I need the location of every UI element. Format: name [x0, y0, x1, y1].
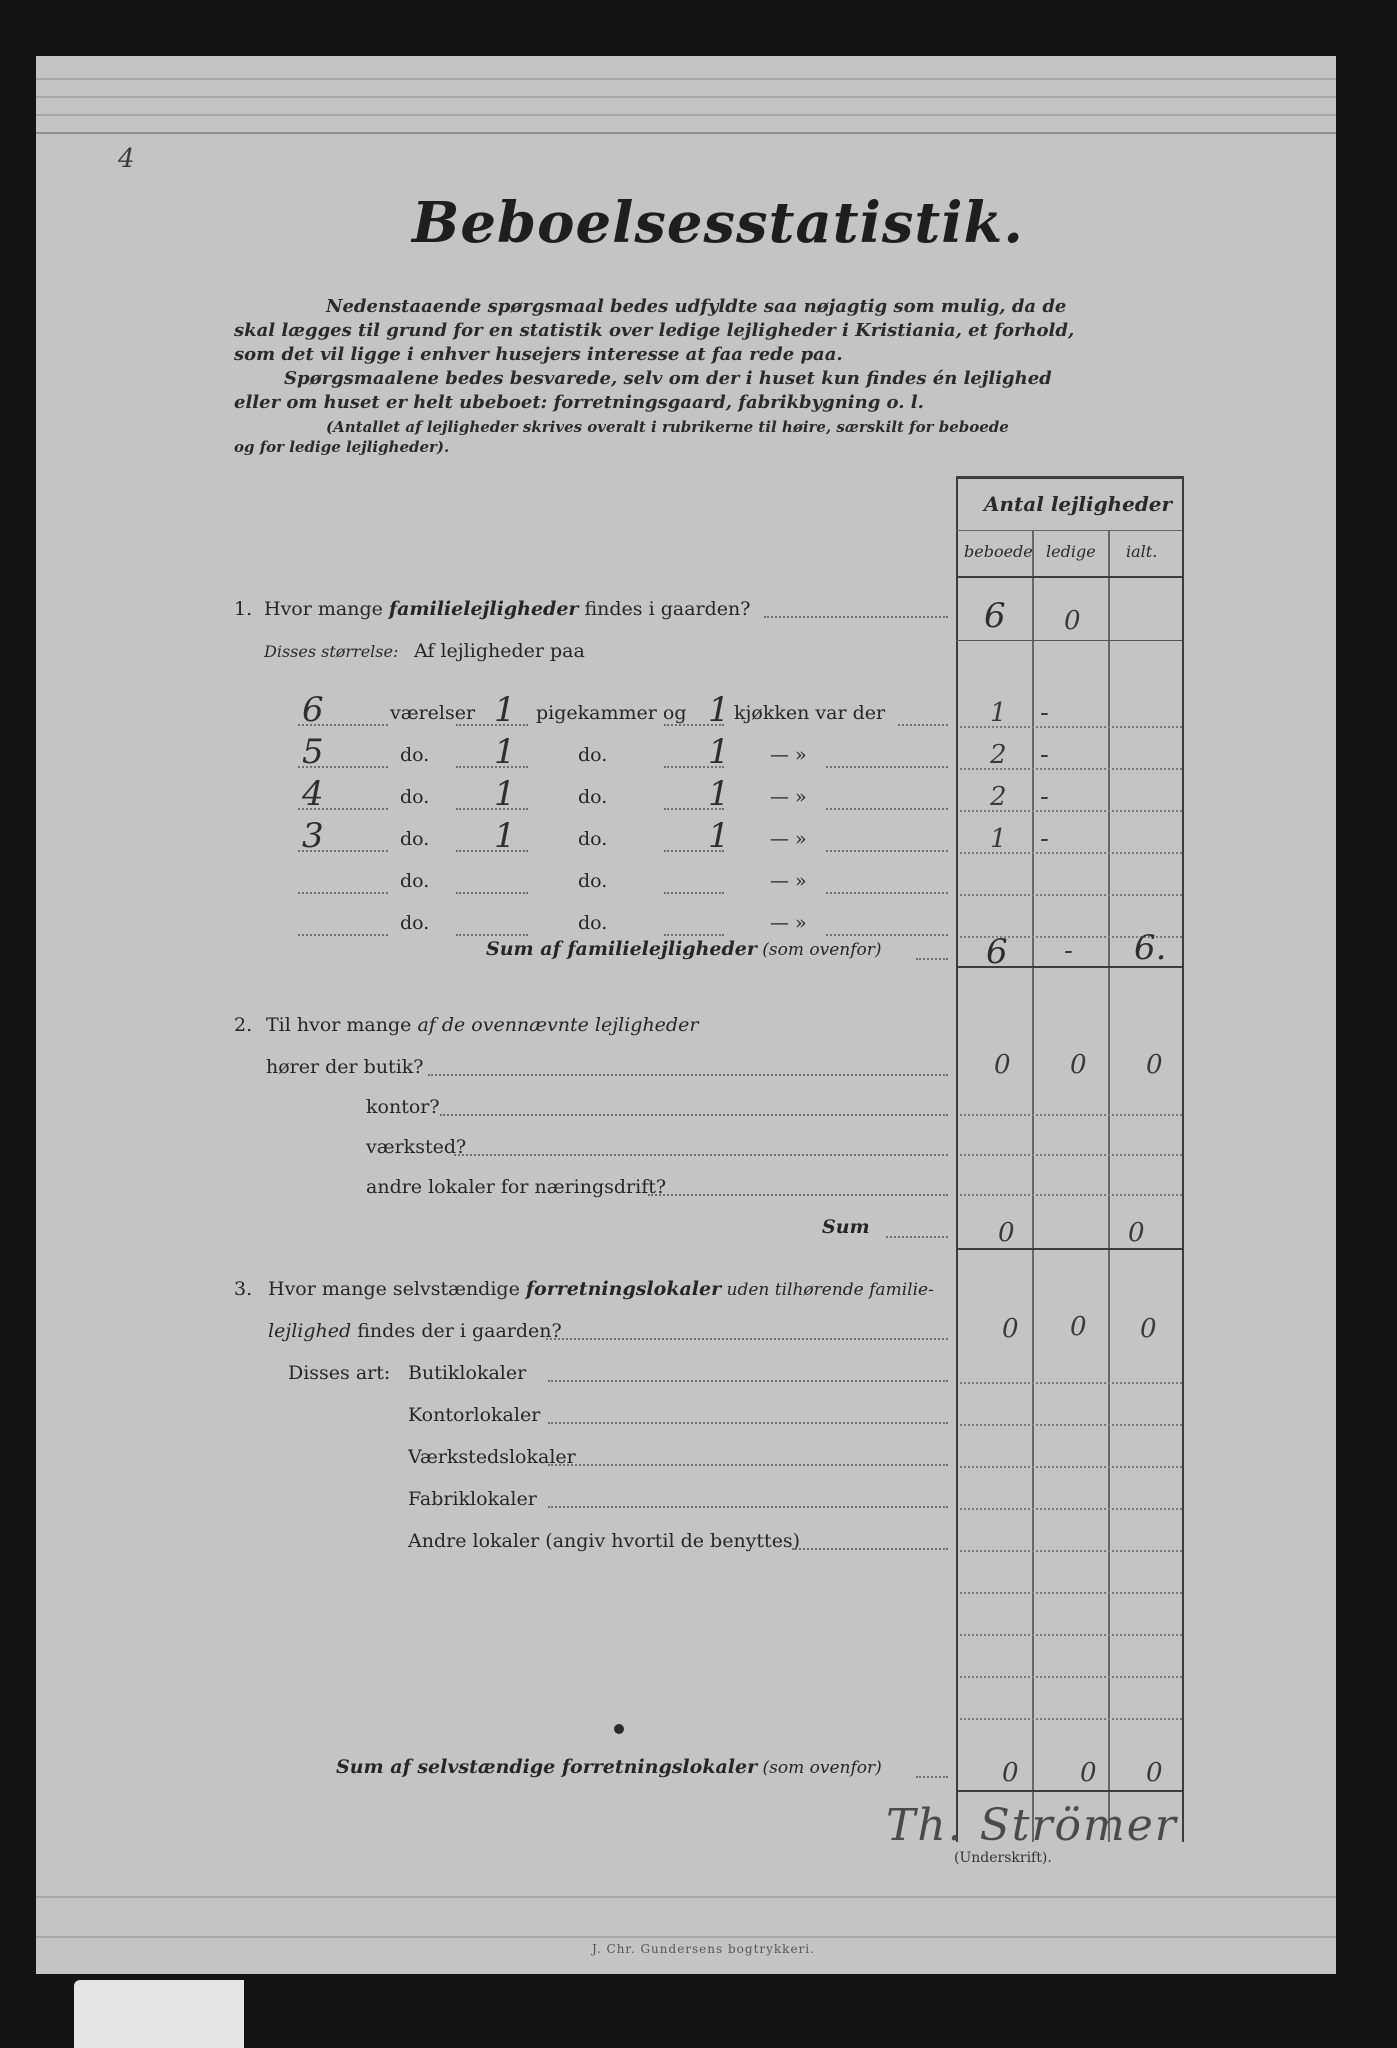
- signature[interactable]: Th. Strömer: [886, 1800, 1178, 1851]
- q1-sum-beboede[interactable]: 6: [986, 932, 1008, 972]
- row-pigekammer-label: do.: [578, 870, 608, 892]
- intro-line: som det vil ligge i enhver husejers interesse at faa rede paa.: [234, 344, 843, 365]
- leader-dots: [898, 724, 948, 726]
- q3-sum-label: [336, 1756, 882, 1778]
- row-ledige-value[interactable]: -: [1040, 782, 1049, 812]
- leader-dots: [456, 934, 528, 936]
- row-pigekammer-value[interactable]: 1: [494, 774, 516, 814]
- ruled-line: [36, 114, 1336, 116]
- row-kjokken-value[interactable]: 1: [708, 732, 730, 772]
- q1-question: [264, 598, 750, 620]
- row-kjokken-label: — »: [770, 786, 807, 808]
- ruled-line: [36, 1936, 1336, 1938]
- table-header-bottom-rule: [956, 576, 1182, 578]
- q2-sum-rule: [956, 1248, 1184, 1250]
- row-kjokken-label: — »: [770, 912, 807, 934]
- cell-dots: [960, 1114, 1182, 1116]
- col-header-beboede: beboede: [964, 542, 1033, 561]
- table-top-rule: [956, 476, 1182, 479]
- q3-type-label: Værkstedslokaler: [408, 1446, 576, 1468]
- q3-type-label: Kontorlokaler: [408, 1404, 541, 1426]
- leader-dots: [456, 808, 528, 810]
- leader-dots: [440, 1114, 948, 1116]
- leader-dots: [826, 808, 948, 810]
- leader-dots: [826, 766, 948, 768]
- intro-line: og for ledige lejligheder).: [234, 438, 450, 456]
- q3-type-label: Fabriklokaler: [408, 1488, 537, 1510]
- cell-dots: [960, 1592, 1182, 1594]
- leader-dots: [826, 934, 948, 936]
- q2-line-butik: hører der butik?: [266, 1056, 424, 1078]
- leader-dots: [548, 1506, 948, 1508]
- q2-sum-beboede[interactable]: 0: [998, 1218, 1015, 1248]
- row-beboede-value[interactable]: 2: [990, 782, 1007, 812]
- q1-sum-ledige[interactable]: -: [1064, 936, 1073, 966]
- q1-size-intro: Af lejligheder paa: [414, 640, 585, 662]
- q1-text-emph: familielejligheder: [388, 598, 579, 620]
- q2-line-vaerksted: værksted?: [366, 1136, 467, 1158]
- q3-sum-label-a: Sum af selvstændige forretningslokaler: [336, 1756, 758, 1778]
- row-pigekammer-label: pigekammer og: [536, 702, 687, 724]
- row-vaerelser-value[interactable]: 4: [302, 774, 324, 814]
- cell-dots: [960, 1508, 1182, 1510]
- q3-sum-ialt[interactable]: 0: [1146, 1758, 1163, 1788]
- leader-dots: [298, 934, 388, 936]
- row-vaerelser-label: do.: [400, 870, 430, 892]
- row-vaerelser-label: do.: [400, 912, 430, 934]
- row-kjokken-label: — »: [770, 870, 807, 892]
- cell-dots: [960, 1466, 1182, 1468]
- ruled-line: [36, 96, 1336, 98]
- row-ledige-value[interactable]: -: [1040, 740, 1049, 770]
- q3-type-label: Butiklokaler: [408, 1362, 527, 1384]
- leader-dots: [792, 1548, 948, 1550]
- row-beboede-value[interactable]: 1: [990, 698, 1007, 728]
- row-beboede-value[interactable]: 2: [990, 740, 1007, 770]
- row-pigekammer-value[interactable]: 1: [494, 690, 516, 730]
- intro-line: (Antallet af lejligheder skrives overalt i rubrikerne til høire, særskilt for beboede: [326, 418, 1009, 436]
- col-header-ialt: ialt.: [1126, 542, 1158, 561]
- q2-line-kontor: kontor?: [366, 1096, 440, 1118]
- q1-sum-ialt[interactable]: 6.: [1134, 928, 1167, 968]
- cell-dots: [960, 894, 1182, 896]
- q3-text: findes der i gaarden?: [351, 1320, 562, 1342]
- q3-art-label: Disses art:: [288, 1362, 391, 1384]
- q1-answer-beboede[interactable]: 6: [984, 596, 1006, 636]
- q3-sum-beboede[interactable]: 0: [1002, 1758, 1019, 1788]
- intro-line: eller om huset er helt ubeboet: forretningsgaard, fabrikbygning o. l.: [234, 392, 924, 413]
- cell-dots: [960, 1424, 1182, 1426]
- row-kjokken-value[interactable]: 1: [708, 816, 730, 856]
- q3-answer-ialt[interactable]: 0: [1140, 1314, 1157, 1344]
- cell-dots: [960, 1154, 1182, 1156]
- film-artifact: [74, 1980, 244, 2048]
- row-ledige-value[interactable]: -: [1040, 824, 1049, 854]
- printer-credit: J. Chr. Gundersens bogtrykkeri.: [592, 1942, 815, 1956]
- q1-sum-label-a: Sum af familielejligheder: [486, 938, 757, 960]
- cell-dots: [960, 1718, 1182, 1720]
- q3-text: Hvor mange selvstændige: [268, 1278, 526, 1300]
- q2-line-andre: andre lokaler for næringsdrift?: [366, 1176, 667, 1198]
- q3-type-label: Andre lokaler (angiv hvortil de benyttes): [408, 1530, 801, 1552]
- q1-text: findes i gaarden?: [578, 598, 751, 620]
- q1-sum-label: [486, 938, 882, 960]
- intro-line: Spørgsmaalene bedes besvarede, selv om der i huset kun findes én lejlighed: [284, 368, 1052, 389]
- row-pigekammer-value[interactable]: 1: [494, 732, 516, 772]
- row-vaerelser-label: værelser: [390, 702, 476, 724]
- leader-dots: [546, 1338, 948, 1340]
- row-vaerelser-label: do.: [400, 786, 430, 808]
- leader-dots: [886, 1236, 948, 1238]
- q1-answer-ledige[interactable]: 0: [1064, 606, 1081, 636]
- row-kjokken-value[interactable]: 1: [708, 774, 730, 814]
- q3-sum-ledige[interactable]: 0: [1080, 1758, 1097, 1788]
- leader-dots: [826, 892, 948, 894]
- q1-text: Hvor mange: [264, 598, 389, 620]
- ruled-line: [36, 78, 1336, 80]
- q3-question-line2: [268, 1320, 562, 1342]
- row-pigekammer-label: do.: [578, 912, 608, 934]
- row-pigekammer-value[interactable]: 1: [494, 816, 516, 856]
- leader-dots: [428, 1074, 948, 1076]
- q1-size-label: Disses størrelse:: [264, 642, 399, 661]
- q3-answer-beboede[interactable]: 0: [1002, 1314, 1019, 1344]
- leader-dots: [454, 1154, 948, 1156]
- row-pigekammer-label: do.: [578, 828, 608, 850]
- q1-number: 1.: [234, 598, 253, 620]
- col-header-ledige: ledige: [1046, 542, 1096, 561]
- row-kjokken-label: — »: [770, 744, 807, 766]
- q2-number: 2.: [234, 1014, 253, 1036]
- q3-sum-label-b: (som ovenfor): [757, 1758, 882, 1778]
- q3-text-emph: forretningslokaler: [525, 1278, 722, 1300]
- leader-dots: [548, 1422, 948, 1424]
- row-beboede-value[interactable]: 1: [990, 824, 1007, 854]
- row-ledige-value[interactable]: -: [1040, 698, 1049, 728]
- intro-line: skal lægges til grund for en statistik over ledige lejligheder i Kristiania, et forhold,: [234, 320, 1075, 341]
- table-header-rule: [956, 530, 1182, 531]
- cell-dots: [960, 726, 1182, 728]
- cell-dots: [960, 1382, 1182, 1384]
- row-vaerelser-label: do.: [400, 744, 430, 766]
- leader-dots: [648, 1194, 948, 1196]
- leader-dots: [664, 934, 724, 936]
- intro-line: Nedenstaaende spørgsmaal bedes udfyldte saa nøjagtig som mulig, da de: [326, 296, 1067, 317]
- table-line-left: [956, 476, 958, 1842]
- ink-dot: [614, 1724, 624, 1734]
- table-group-header: Antal lejligheder: [984, 492, 1173, 516]
- leader-dots: [548, 1464, 948, 1466]
- row-pigekammer-label: do.: [578, 744, 608, 766]
- corner-mark: 4: [118, 144, 135, 174]
- leader-dots: [916, 958, 948, 960]
- q2-sum-ialt[interactable]: 0: [1128, 1218, 1145, 1248]
- row-vaerelser-value[interactable]: 6: [302, 690, 324, 730]
- q2-sum-label: Sum: [822, 1216, 870, 1238]
- q2-text: Til hvor mange: [266, 1014, 418, 1036]
- table-line-right: [1182, 476, 1184, 1842]
- row-vaerelser-value[interactable]: 5: [302, 732, 324, 772]
- cell-dots: [960, 1634, 1182, 1636]
- leader-dots: [456, 892, 528, 894]
- leader-dots: [298, 892, 388, 894]
- row-kjokken-label: — »: [770, 828, 807, 850]
- q3-question: [268, 1278, 934, 1300]
- cell-dots: [960, 1194, 1182, 1196]
- q2-text-emph: af de ovennævnte lejligheder: [417, 1014, 699, 1036]
- row-vaerelser-value[interactable]: 3: [302, 816, 324, 856]
- leader-dots: [664, 892, 724, 894]
- q2-butik-ialt[interactable]: 0: [1146, 1050, 1163, 1080]
- q3-number: 3.: [234, 1278, 253, 1300]
- form-page: [36, 56, 1336, 1974]
- leader-dots: [456, 724, 528, 726]
- row-rule: [956, 640, 1182, 641]
- q3-sum-rule: [956, 1790, 1184, 1792]
- leader-dots: [916, 1776, 948, 1778]
- ruled-line: [36, 1896, 1336, 1898]
- row-kjokken-value[interactable]: 1: [708, 690, 730, 730]
- signature-label: (Underskrift).: [954, 1850, 1052, 1866]
- leader-dots: [548, 1380, 948, 1382]
- leader-dots: [456, 766, 528, 768]
- leader-dots: [764, 616, 948, 618]
- q2-butik-beboede[interactable]: 0: [994, 1050, 1011, 1080]
- cell-dots: [960, 810, 1182, 812]
- q2-butik-ledige[interactable]: 0: [1070, 1050, 1087, 1080]
- page-title: Beboelsesstatistik.: [412, 190, 1024, 256]
- ruled-line: [36, 132, 1336, 134]
- row-kjokken-label: kjøkken var der: [734, 702, 886, 724]
- q3-answer-ledige[interactable]: 0: [1070, 1312, 1087, 1342]
- cell-dots: [960, 768, 1182, 770]
- leader-dots: [826, 850, 948, 852]
- leader-dots: [456, 850, 528, 852]
- row-vaerelser-label: do.: [400, 828, 430, 850]
- cell-dots: [960, 1676, 1182, 1678]
- q2-question: [266, 1014, 698, 1036]
- q3-text: uden tilhørende familie-: [721, 1280, 934, 1300]
- row-pigekammer-label: do.: [578, 786, 608, 808]
- cell-dots: [960, 1550, 1182, 1552]
- q3-text: lejlighed: [268, 1320, 352, 1342]
- cell-dots: [960, 852, 1182, 854]
- q1-sum-label-b: (som ovenfor): [756, 940, 882, 960]
